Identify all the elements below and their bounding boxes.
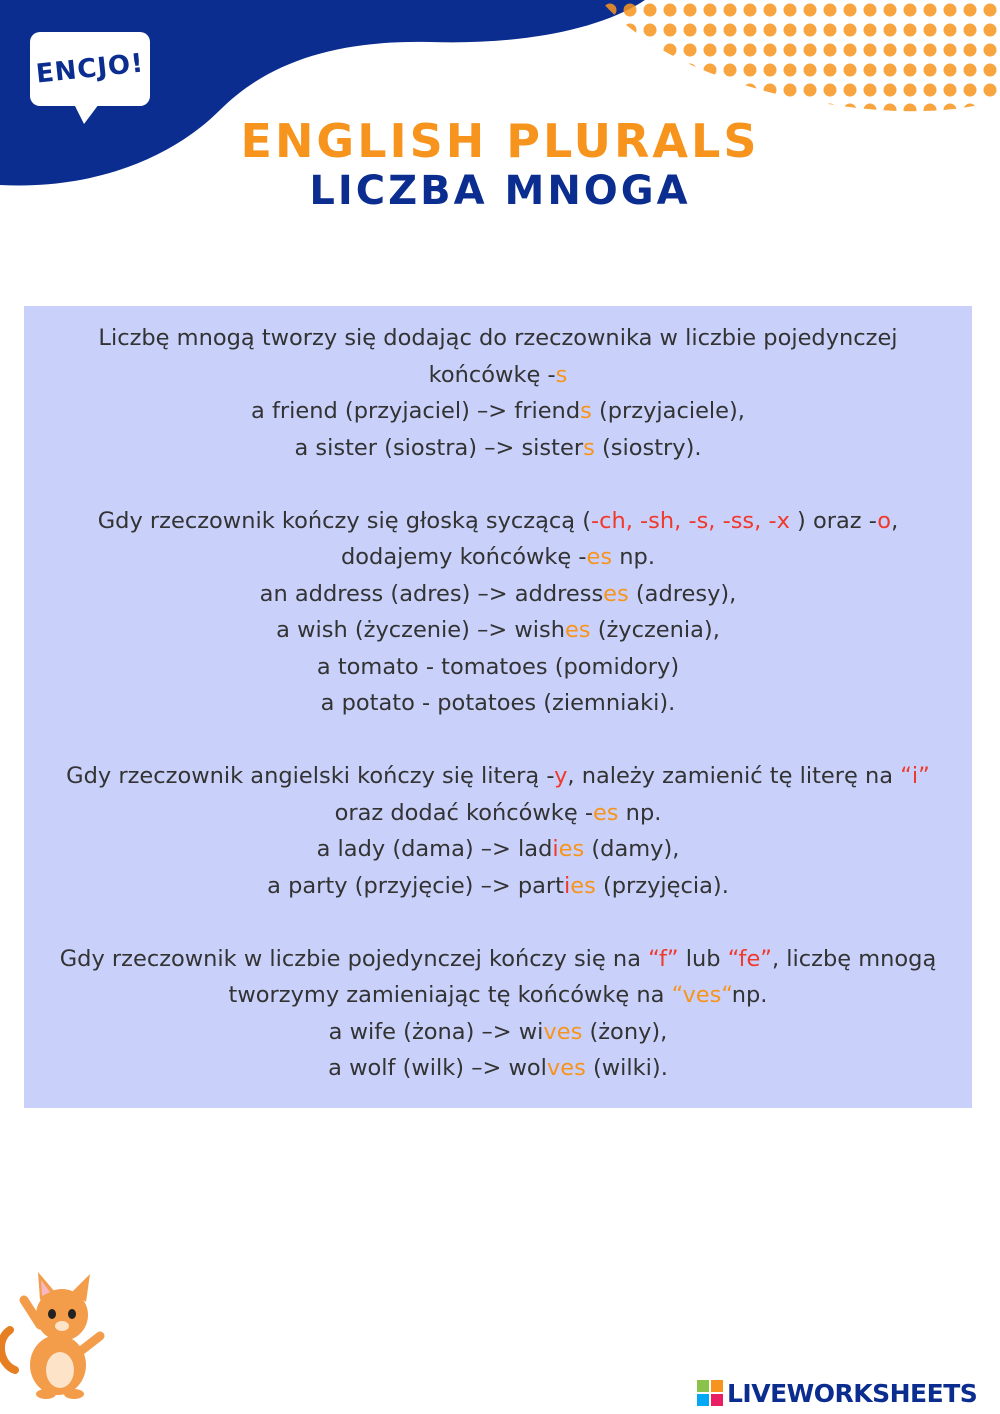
page-title: ENGLISH PLURALS <box>240 114 760 168</box>
page-subtitle: LICZBA MNOGA <box>309 168 691 214</box>
highlighted-suffix: “ves“ <box>671 982 732 1008</box>
rule-line <box>24 1014 972 1051</box>
rule-line <box>24 503 972 540</box>
rule-text: a wolf (wilk) –> wol <box>328 1055 547 1081</box>
rule-text: a lady (dama) –> lad <box>316 836 553 862</box>
rule-text: (damy), <box>584 836 680 862</box>
liveworksheets-logo-icon <box>697 1380 723 1406</box>
highlighted-suffix: s <box>583 434 595 461</box>
rule-text: , <box>891 507 899 534</box>
rule-text: a friend (przyjaciel) –> friend <box>251 398 581 424</box>
highlighted-suffix: i <box>564 872 571 899</box>
rule-text: , należy zamienić tę literę na <box>567 763 901 789</box>
highlighted-suffix: es <box>592 799 619 826</box>
highlighted-suffix: o <box>877 507 892 534</box>
rule-paragraph <box>24 941 972 1087</box>
rule-text: Gdy rzeczownik kończy się głoską syczącą ( <box>97 507 591 534</box>
rule-text: końcówkę - <box>428 361 556 388</box>
rule-text: (wilki). <box>585 1055 668 1081</box>
watermark-text: LIVEWORKSHEETS <box>727 1378 978 1408</box>
rule-line <box>24 977 972 1014</box>
rule-line <box>24 649 972 686</box>
rule-line <box>24 612 972 649</box>
rule-text: (adresy), <box>628 580 737 607</box>
rule-text: (siostry). <box>594 434 702 461</box>
rule-text: an address (adres) –> address <box>259 580 604 607</box>
rule-line <box>24 393 972 430</box>
rule-text: np. <box>618 799 662 826</box>
rule-text: a tomato - tomatoes (pomidory) <box>316 653 680 680</box>
rule-text: a party (przyjęcie) –> part <box>267 872 564 899</box>
highlighted-suffix: es <box>564 617 591 643</box>
rule-paragraph <box>24 503 972 722</box>
rules-list <box>24 320 972 1123</box>
highlighted-suffix: “f” <box>648 945 679 972</box>
highlighted-suffix: ves <box>546 1055 586 1081</box>
rule-text: a wife (żona) –> wi <box>328 1018 544 1045</box>
rule-text: a wish (życzenie) –> wish <box>276 617 565 643</box>
rule-line <box>24 539 972 576</box>
encjo-logo <box>30 32 150 106</box>
rule-text: ) oraz - <box>789 507 878 534</box>
rule-text: np. <box>612 544 655 570</box>
rule-text: Liczbę mnogą tworzy się dodając do rzeczownika w liczbie pojedynczej <box>98 325 898 351</box>
liveworksheets-watermark <box>697 1376 977 1410</box>
rule-line <box>24 576 972 613</box>
highlighted-suffix: es <box>570 872 596 899</box>
rule-text: tworzymy zamieniając tę końcówkę na <box>228 982 672 1008</box>
rule-line <box>24 758 972 795</box>
highlighted-suffix: “i” <box>900 763 930 789</box>
rule-text: dodajemy końcówkę - <box>341 544 587 570</box>
rule-text: Gdy rzeczownik angielski kończy się literą - <box>66 763 555 789</box>
rule-line <box>24 868 972 905</box>
rule-text: , liczbę mnogą <box>771 945 937 972</box>
highlighted-suffix: es <box>586 544 613 570</box>
rule-paragraph <box>24 758 972 904</box>
highlighted-suffix: es <box>558 836 585 862</box>
rule-line <box>24 941 972 978</box>
cat-illustration <box>0 1270 110 1400</box>
highlighted-suffix: s <box>580 398 592 424</box>
rule-line <box>24 357 972 394</box>
rule-text: a potato - potatoes (ziemniaki). <box>320 690 676 716</box>
rule-line <box>24 320 972 357</box>
rule-line <box>24 831 972 868</box>
highlighted-suffix: i <box>552 836 559 862</box>
highlighted-suffix: -ch, -sh, -s, -ss, -x <box>590 507 790 534</box>
rule-text: lub <box>678 945 728 972</box>
rule-text: a sister (siostra) –> sister <box>294 434 584 461</box>
highlighted-suffix: y <box>554 763 568 789</box>
rule-paragraph <box>24 320 972 466</box>
highlighted-suffix: s <box>555 361 568 388</box>
rule-text: (żony), <box>582 1018 668 1045</box>
rule-line <box>24 1050 972 1087</box>
rule-text: Gdy rzeczownik w liczbie pojedynczej kończy się na <box>59 945 649 972</box>
rule-text: (przyjęcia). <box>595 872 729 899</box>
logo-text: ENCJO! <box>34 48 146 90</box>
highlighted-suffix: es <box>603 580 629 607</box>
rule-text: np. <box>731 982 768 1008</box>
highlighted-suffix: ves <box>543 1018 583 1045</box>
rule-text: (przyjaciele), <box>591 398 745 424</box>
highlighted-suffix: “fe” <box>727 945 772 972</box>
rule-line <box>24 685 972 722</box>
rule-text: oraz dodać końcówkę - <box>334 799 593 826</box>
rule-line <box>24 795 972 832</box>
rule-text: (życzenia), <box>590 617 720 643</box>
rule-line <box>24 430 972 467</box>
